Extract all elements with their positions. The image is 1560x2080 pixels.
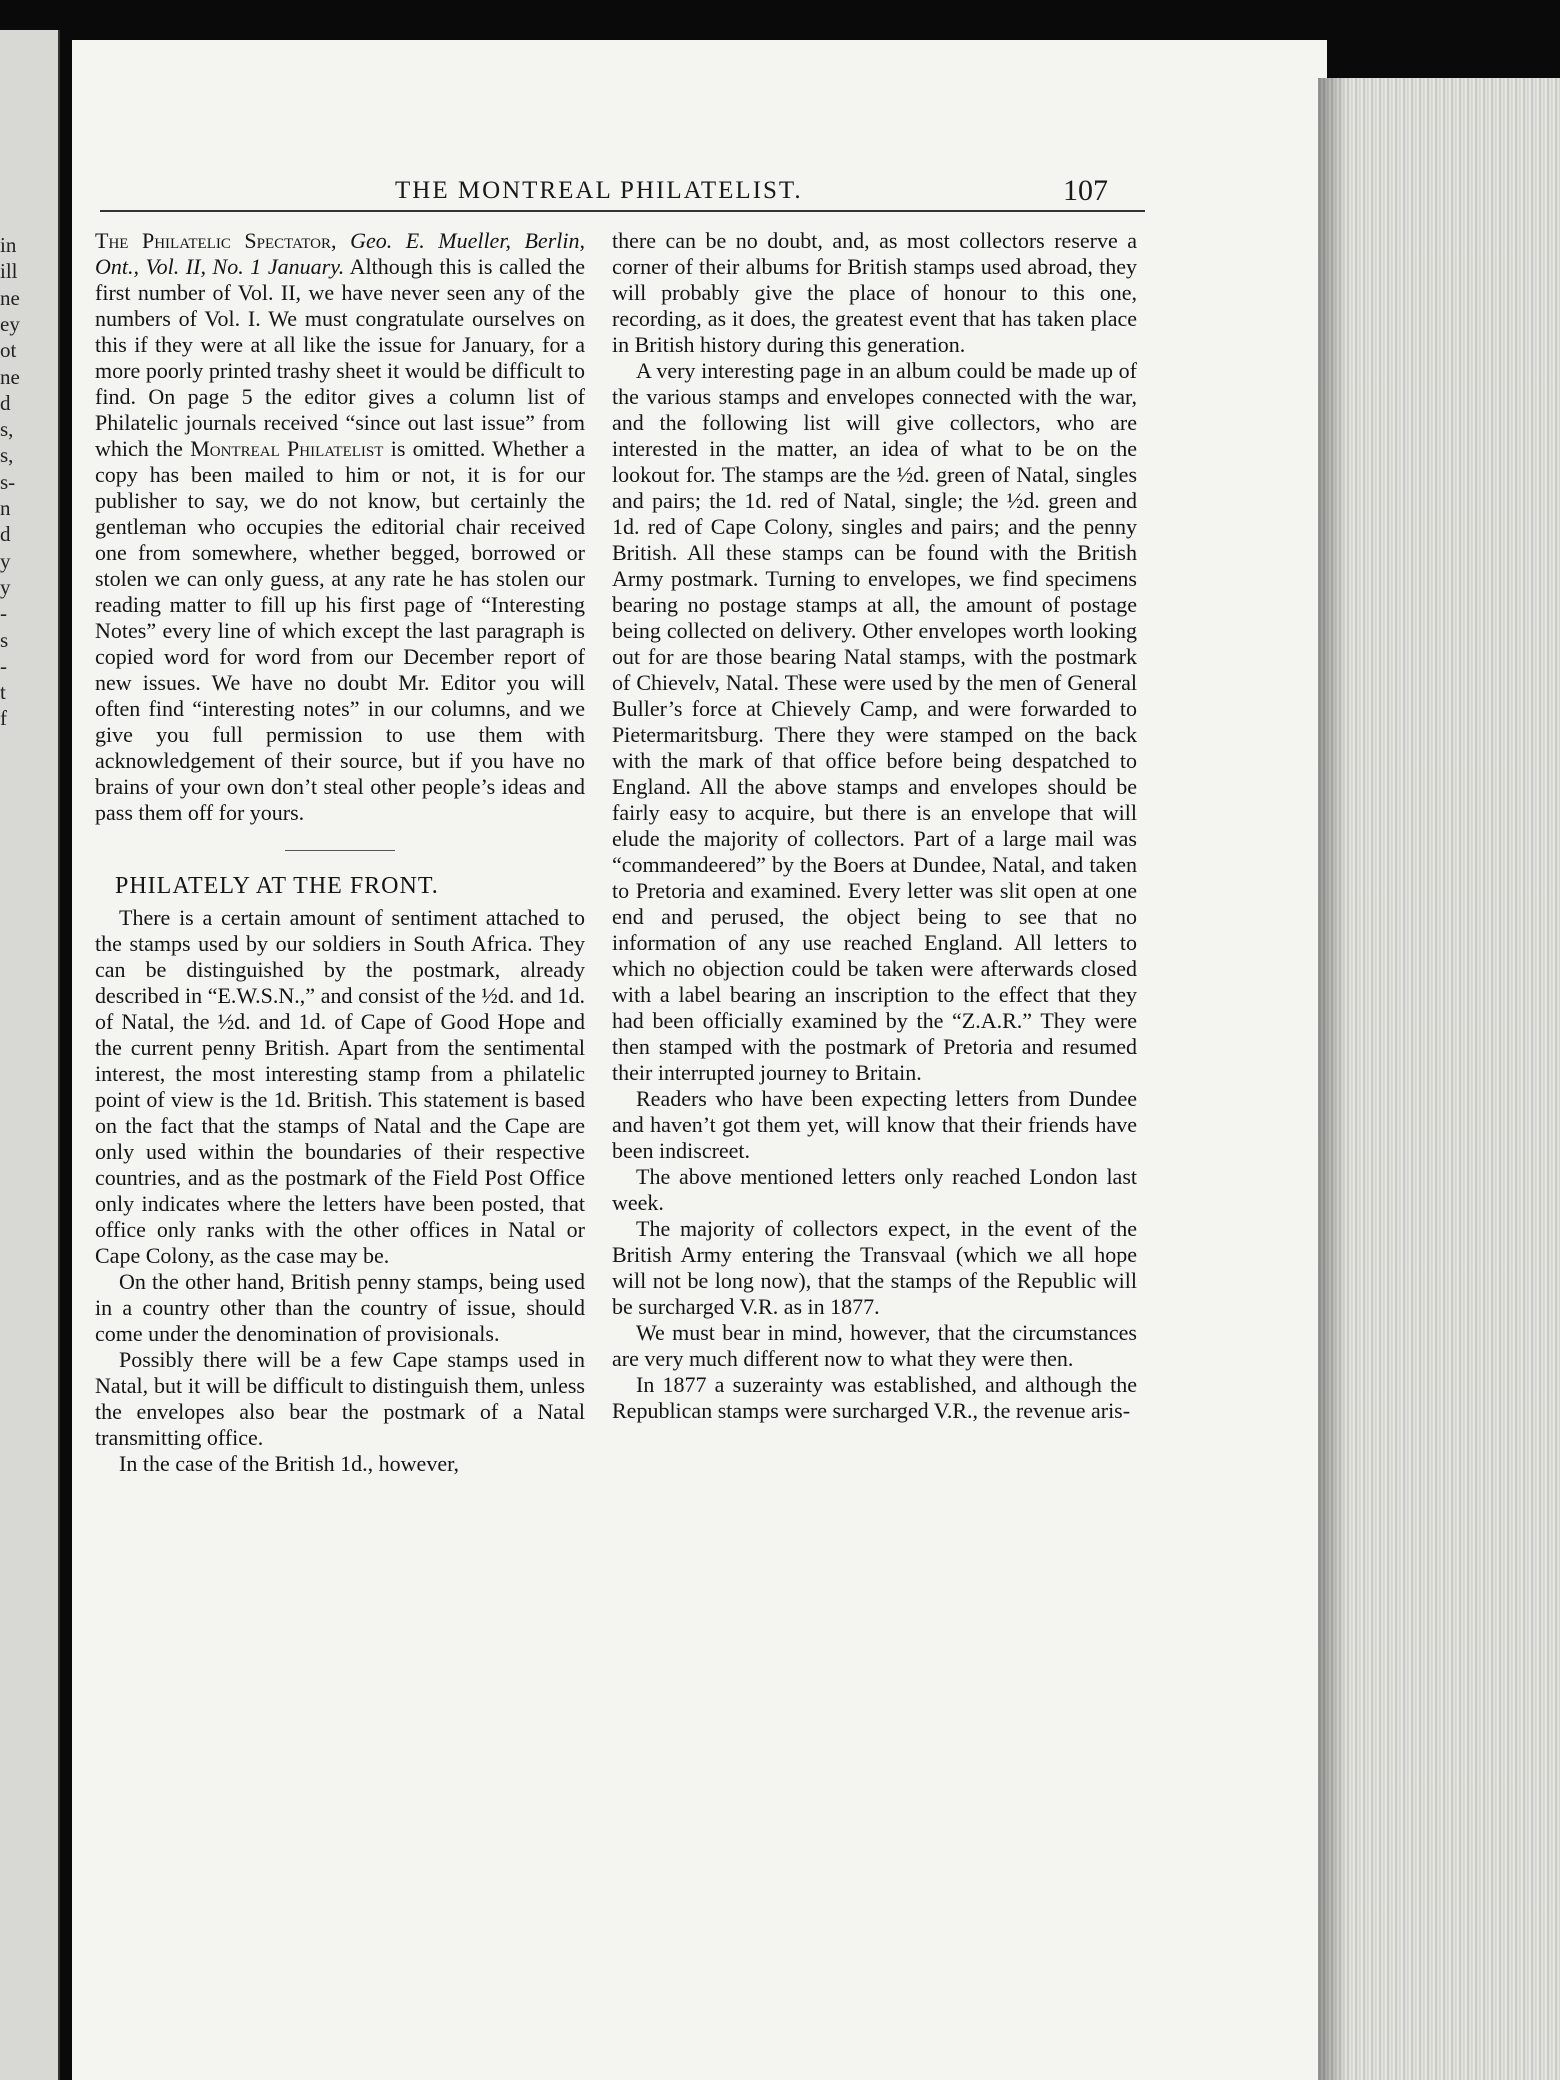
facing-page-fragment: n bbox=[0, 496, 11, 520]
right-column bbox=[612, 228, 1137, 1424]
facing-page-fragment: - bbox=[0, 601, 7, 626]
article-paragraph: On the other hand, British penny stamps, being used in a country other than the country of issue, should come under the denomination of provisionals. bbox=[95, 1269, 585, 1346]
facing-page-fragment: s, bbox=[0, 417, 14, 442]
article-paragraph: Possibly there will be a few Cape stamps used in Natal, but it will be difficult to distinguish them, unless the envelopes also bear the postmark of a Natal transmitting office. bbox=[95, 1347, 585, 1450]
article-paragraph: We must bear in mind, however, that the circumstances are very much different now to what they were then. bbox=[612, 1320, 1137, 1371]
facing-page-fragment: s- bbox=[0, 469, 16, 494]
facing-page-fragment: ill bbox=[0, 259, 18, 284]
gutter-shadow bbox=[1318, 78, 1348, 2080]
facing-page-fragment: d bbox=[0, 522, 11, 547]
header-rule bbox=[100, 210, 1145, 212]
left-column bbox=[95, 228, 585, 1477]
page-block-edges bbox=[1318, 78, 1560, 2080]
facing-page-fragment: - bbox=[0, 653, 7, 678]
facing-page-fragment: ot bbox=[0, 338, 17, 363]
facing-page-fragment: ne bbox=[0, 285, 20, 310]
review-paragraph bbox=[95, 228, 585, 826]
facing-page-fragment: y bbox=[0, 548, 11, 573]
facing-page-fragment: ne bbox=[0, 364, 20, 389]
review-text-1: Although this is called the first number of Vol. II, we have never seen any of the numbers of Vol. I. We must congratulate ourselves on this if they were at all like the issue for January, for a more poorly printed trashy sheet it would be difficult to find. On page 5 the editor gives a column list of Philatelic journals received “since out last issue” from which the bbox=[95, 254, 586, 461]
facing-page-fragment: s bbox=[0, 627, 9, 652]
article-paragraph: In the case of the British 1d., however, bbox=[119, 1451, 460, 1476]
facing-page-fragment: in bbox=[0, 233, 17, 257]
review-source: Geo. E. Mueller, Berlin, Ont., Vol. II, No. 1 January. bbox=[95, 228, 585, 279]
facing-page-fragment: ey bbox=[0, 311, 20, 336]
review-title: The Philatelic Spectator, bbox=[95, 228, 337, 253]
article-paragraph: In 1877 a suzerainty was established, and although the Republican stamps were surcharged V.R., the revenue aris- bbox=[612, 1372, 1137, 1423]
facing-page-fragment: f bbox=[0, 706, 7, 731]
article-paragraph: Readers who have been expecting letters from Dundee and haven’t got them yet, will know that their friends have been indiscreet. bbox=[612, 1086, 1137, 1163]
section-separator bbox=[285, 850, 395, 851]
facing-page-fragment: y bbox=[0, 574, 11, 599]
review-text-2: is omitted. Whether a copy has been mailed to him or not, it is for our publisher to say, we do not know, but certainly the gentleman who occupies the editorial chair received one from somewhere, whether begged, borrowed or stolen we can only guess, at any rate he has stolen our reading matter to fill up his first page of “Interesting Notes” every line of which except the last paragraph is copied word for word from our December report of new issues. We have no doubt Mr. Editor you will often find “interesting notes” in our columns, and we give you full permission to use them with acknowledgement of their source, but if you have no brains of your own don’t steal other people’s ideas and pass them off for yours. bbox=[95, 436, 586, 825]
article-paragraph: there can be no doubt, and, as most collectors reserve a corner of their albums for British stamps used abroad, they will probably give the place of honour to this one, recording, as it does, the greatest event that has taken place in British history during this generation. bbox=[612, 228, 1137, 357]
section-heading: PHILATELY AT THE FRONT. bbox=[115, 873, 439, 899]
article-paragraph: The majority of collectors expect, in the event of the British Army entering the Transvaal (which we all hope will not be long now), that the stamps of the Republic will be surcharged V.R. as in 1877. bbox=[612, 1216, 1137, 1319]
article-paragraph: The above mentioned letters only reached London last week. bbox=[612, 1164, 1137, 1215]
facing-page-edge bbox=[0, 30, 60, 2080]
facing-page-fragment: s, bbox=[0, 443, 14, 468]
running-title: THE MONTREAL PHILATELIST. bbox=[395, 177, 803, 204]
review-journal-name: Montreal Philatelist bbox=[190, 436, 384, 461]
article-paragraph: There is a certain amount of sentiment attached to the stamps used by our soldiers in South Africa. They can be distinguished by the postmark, already described in “E.W.S.N.,” and consist of the ½d. and 1d. of Natal, the ½d. and 1d. of Cape of Good Hope and the current penny British. Apart from the sentimental interest, the most interesting stamp from a philatelic point of view is the 1d. British. This statement is based on the fact that the stamps of Natal and the Cape are only used within the boundaries of their respective countries, and as the postmark of the Field Post Office only indicates where the letters have been posted, that office only ranks with the other offices in Natal or Cape Colony, as the case may be. bbox=[95, 905, 585, 1268]
facing-page-fragment: t bbox=[0, 680, 6, 705]
article-paragraph: A very interesting page in an album could be made up of the various stamps and envelopes connected with the war, and the following list will give collectors, who are interested in the matter, an idea of what to be on the lookout for. The stamps are the ½d. green of Natal, singles and pairs; the 1d. red of Natal, single; the ½d. green and 1d. red of Cape Colony, singles and pairs; and the penny British. All these stamps can be found with the British Army postmark. Turning to envelopes, we find specimens bearing no postage stamps at all, the amount of postage being collected on delivery. Other envelopes worth looking out for are those bearing Natal stamps, with the postmark of Chievelv, Natal. These were used by the men of General Buller’s force at Chievely Camp, and were forwarded to Pietermaritsburg. There they were stamped on the back with the mark of that office before being despatched to England. All the above stamps and envelopes should be fairly easy to acquire, but there is an envelope that will elude the majority of collectors. Part of a large mail was “commandeered” by the Boers at Dundee, Natal, and taken to Pretoria and examined. Every letter was slit open at one end and perused, the object being to see that no information of any use reached England. All letters to which no objection could be taken were afterwards closed with a label bearing an inscription to the effect that they had been officially examined by the “Z.A.R.” They were then stamped with the postmark of Pretoria and resumed their interrupted journey to Britain. bbox=[612, 358, 1137, 1085]
facing-page-fragment: d bbox=[0, 390, 11, 415]
page-number: 107 bbox=[1063, 174, 1108, 207]
